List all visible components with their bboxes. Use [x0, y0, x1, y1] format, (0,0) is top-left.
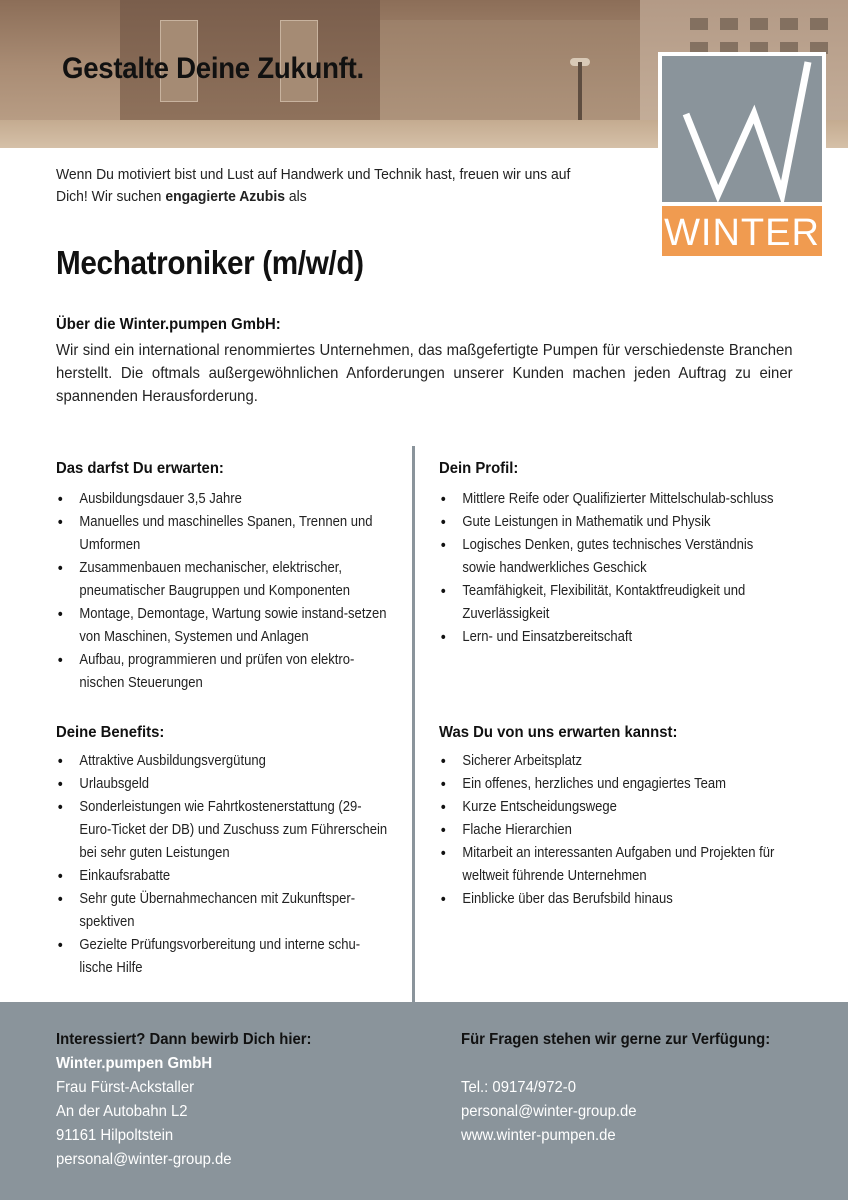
intro-text: [56, 164, 577, 208]
intro-text-part: Wenn Du motiviert bist und Lust auf Handwerk und Technik hast, freuen wir uns auf Dich! Wir suchen: [56, 166, 571, 205]
list-item: • Kurze Entscheidungswege: [439, 796, 781, 819]
column-divider: [412, 446, 415, 1002]
questions-heading: Für Fragen stehen wir gerne zur Verfügung:: [461, 1031, 771, 1048]
list-item: • Aufbau, programmieren und prüfen von elektro-nischen Steuerungen: [56, 649, 389, 695]
profile-heading: Dein Profil:: [439, 460, 519, 477]
list-item: • Sicherer Arbeitsplatz: [439, 750, 781, 773]
list-item: • Urlaubsgeld: [56, 773, 389, 796]
intro-text-part: als: [284, 188, 307, 205]
apply-block: [56, 1028, 312, 1172]
offer-heading: Was Du von uns erwarten kannst:: [439, 724, 678, 741]
hero-window: [690, 18, 708, 30]
city-address: 91161 Hilpoltstein: [56, 1127, 174, 1144]
list-item: • Teamfähigkeit, Flexibilität, Kontaktfreudigkeit und Zuverlässigkeit: [439, 580, 781, 626]
intro-highlight: engagierte Azubis: [165, 188, 285, 205]
headline: Gestalte Deine Zukunft.: [62, 52, 364, 85]
questions-block: [461, 1028, 770, 1148]
apply-email-link[interactable]: personal@winter-group.de: [56, 1151, 232, 1168]
about-text: Wir sind ein international renommiertes Unternehmen, das maßgefertigte Pumpen für verschiedenste Branchen herstellt. Die oftmals außergewöhnlichen Anforderungen unserer Kunden machen jeden Auftrag zu einer spannenden Herausforderung.: [56, 342, 793, 405]
list-item: • Einblicke über das Berufsbild hinaus: [439, 888, 781, 911]
about-heading: Über die Winter.pumpen GmbH:: [56, 316, 281, 333]
expect-list: [56, 488, 389, 695]
winter-logo: [658, 52, 826, 260]
apply-heading: Interessiert? Dann bewirb Dich hier:: [56, 1031, 312, 1048]
expect-heading: Das darfst Du erwarten:: [56, 460, 224, 477]
list-item: • Montage, Demontage, Wartung sowie instand-setzen von Maschinen, Systemen und Anlagen: [56, 603, 389, 649]
benefits-heading: Deine Benefits:: [56, 724, 165, 741]
list-item: • Logisches Denken, gutes technisches Verständnis sowie handwerkliches Geschick: [439, 534, 781, 580]
list-item: • Gute Leistungen in Mathematik und Physik: [439, 511, 781, 534]
benefits-list: [56, 750, 389, 980]
contact-person: Frau Fürst-Ackstaller: [56, 1079, 195, 1096]
logo-brand-text: WINTER: [664, 212, 820, 254]
list-item: • Zusammenbauen mechanischer, elektrischer, pneumatischer Baugruppen und Komponenten: [56, 557, 389, 603]
hero-window: [720, 18, 738, 30]
list-item: • Mitarbeit an interessanten Aufgaben und Projekten für weltweit führende Unternehmen: [439, 842, 781, 888]
website-link[interactable]: www.winter-pumpen.de: [461, 1127, 616, 1144]
list-item: • Lern- und Einsatzbereitschaft: [439, 626, 781, 649]
hero-window: [810, 18, 828, 30]
list-item: • Ausbildungsdauer 3,5 Jahre: [56, 488, 389, 511]
questions-email-link[interactable]: personal@winter-group.de: [461, 1103, 637, 1120]
hero-window: [750, 18, 768, 30]
offer-list: [439, 750, 781, 911]
list-item: • Attraktive Ausbildungsvergütung: [56, 750, 389, 773]
list-item: • Sonderleistungen wie Fahrtkostenerstattung (29-Euro-Ticket der DB) und Zuschuss zum Führerschein bei sehr guten Leistungen: [56, 796, 389, 865]
phone-number: Tel.: 09174/972-0: [461, 1079, 577, 1096]
list-item: • Sehr gute Übernahmechancen mit Zukunftsper-spektiven: [56, 888, 389, 934]
profile-list: [439, 488, 781, 649]
hero-window: [780, 18, 798, 30]
contact-footer: [0, 1002, 848, 1200]
job-title: Mechatroniker (m/w/d): [56, 244, 364, 281]
list-item: • Einkaufsrabatte: [56, 865, 389, 888]
list-item: • Gezielte Prüfungsvorbereitung und interne schu-lische Hilfe: [56, 934, 389, 980]
list-item: • Flache Hierarchien: [439, 819, 781, 842]
street-address: An der Autobahn L2: [56, 1103, 188, 1120]
company-name: Winter.pumpen GmbH: [56, 1055, 213, 1072]
list-item: • Ein offenes, herzliches und engagiertes Team: [439, 773, 781, 796]
spacer: [461, 1052, 770, 1076]
list-item: • Manuelles und maschinelles Spanen, Trennen und Umformen: [56, 511, 389, 557]
list-item: • Mittlere Reife oder Qualifizierter Mittelschulab-schluss: [439, 488, 781, 511]
